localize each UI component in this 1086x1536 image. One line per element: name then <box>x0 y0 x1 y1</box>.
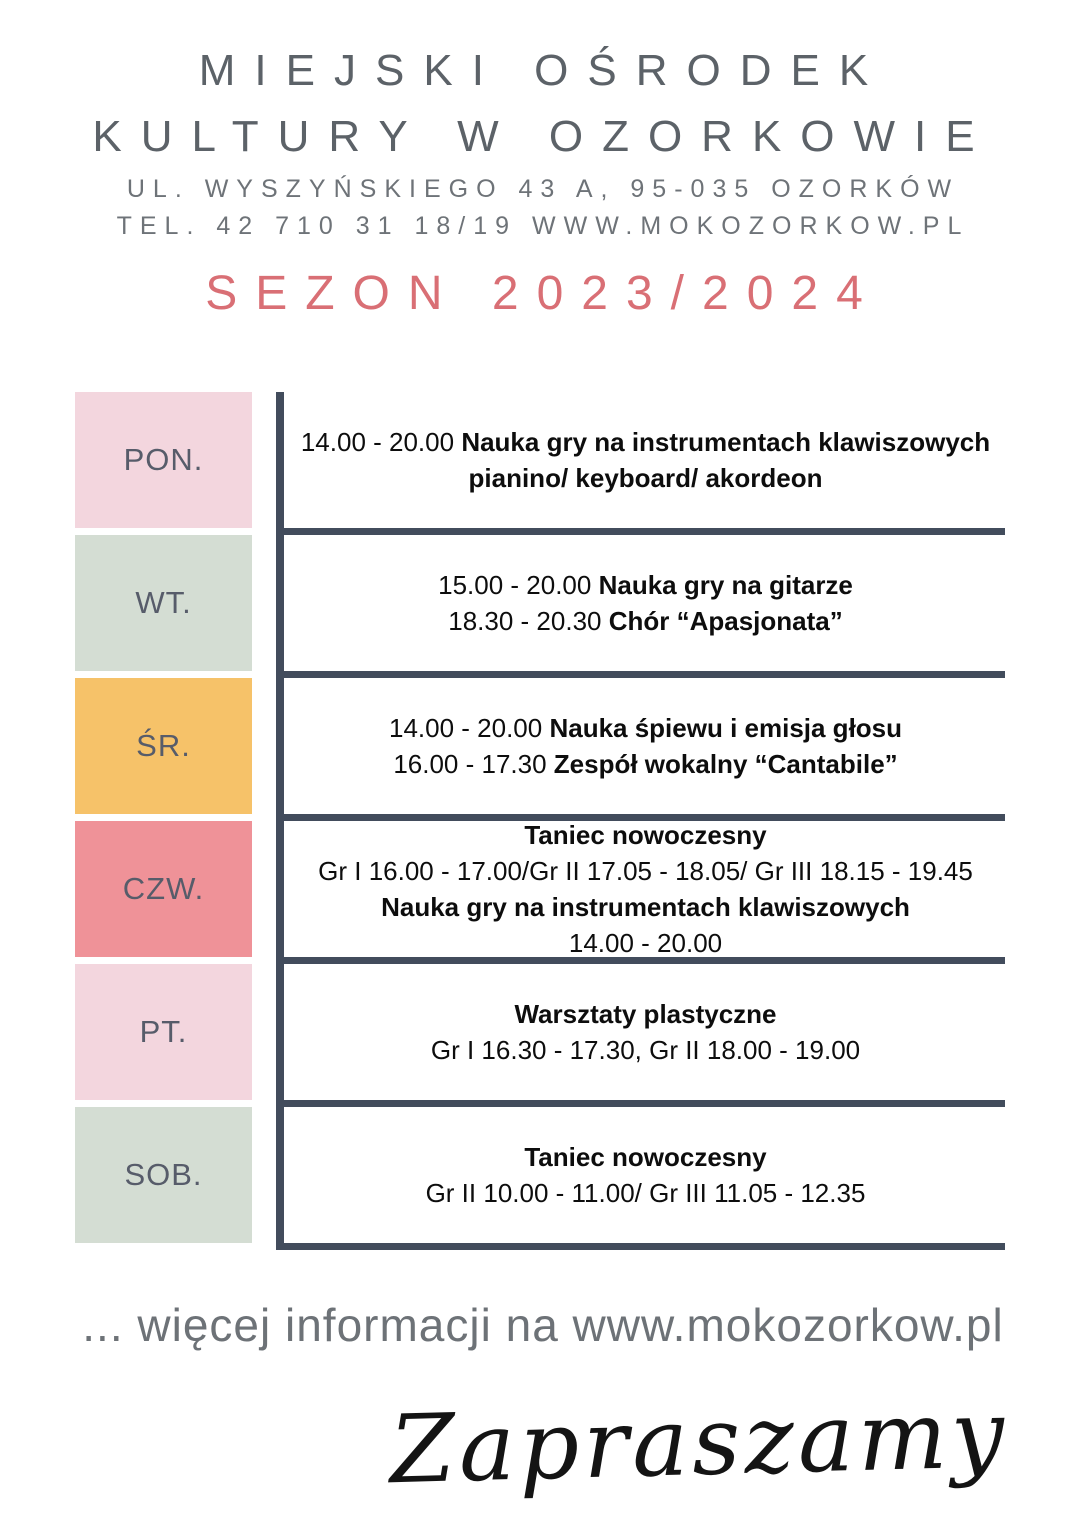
entry-line <box>381 889 910 925</box>
signature-script: Zapraszamy <box>388 1380 1010 1506</box>
day-label: ŚR. <box>136 728 191 763</box>
footer-info-text: ... więcej informacji na www.mokozorkow.pl <box>82 1299 1004 1351</box>
entry-line <box>318 853 973 889</box>
day-content-gap <box>252 1107 276 1250</box>
activity-time: 15.00 - 20.00 <box>438 570 599 600</box>
day-label: PT. <box>139 1014 188 1049</box>
activity-name: Zespół wokalny “Cantabile” <box>553 749 898 779</box>
schedule-rows <box>75 392 1005 1250</box>
org-title-line1: MIEJSKI OŚRODEK <box>198 46 888 95</box>
activity-name: Nauka gry na gitarze <box>598 570 853 600</box>
activity-time: Gr II 10.00 - 11.00/ Gr III 11.05 - 12.35 <box>425 1178 866 1208</box>
entry-line <box>426 1175 866 1211</box>
schedule-row <box>75 678 1005 821</box>
entry-line <box>469 460 823 496</box>
schedule-entry <box>276 392 1005 535</box>
activity-time: Gr I 16.00 - 17.00/Gr II 17.05 - 18.05/ Gr III 18.15 - 19.45 <box>318 856 973 886</box>
activity-name: Chór “Apasjonata” <box>608 606 843 636</box>
day-label-box <box>75 392 252 528</box>
activity-name: Nauka gry na instrumentach klawiszowych <box>461 427 991 457</box>
day-content-gap <box>252 964 276 1107</box>
org-title-line2: KULTURY W OZORKOWIE <box>92 112 994 161</box>
entry-line <box>569 925 722 961</box>
day-label-box <box>75 678 252 814</box>
entry-line <box>448 603 843 639</box>
entry-line <box>524 817 766 853</box>
entry-line <box>438 567 853 603</box>
schedule-entry <box>276 964 1005 1107</box>
activity-time: 16.00 - 17.30 <box>393 749 554 779</box>
schedule-entry <box>276 1107 1005 1250</box>
activity-time: 18.30 - 20.30 <box>448 606 609 636</box>
entry-line <box>524 1139 766 1175</box>
day-label: WT. <box>135 585 192 620</box>
season-title: SEZON 2023/2024 <box>205 267 881 320</box>
activity-name: Nauka śpiewu i emisja głosu <box>549 713 903 743</box>
schedule-entry <box>276 535 1005 678</box>
entry-line <box>514 996 776 1032</box>
day-label: CZW. <box>122 871 205 906</box>
day-content-gap <box>252 821 276 964</box>
activity-name: Warsztaty plastyczne <box>514 999 777 1029</box>
entry-line <box>389 710 902 746</box>
activity-name: pianino/ keyboard/ akordeon <box>468 463 823 493</box>
day-content-gap <box>252 678 276 821</box>
schedule-row <box>75 1107 1005 1250</box>
day-label-box <box>75 821 252 957</box>
activity-time: 14.00 - 20.00 <box>388 713 550 743</box>
schedule-row <box>75 392 1005 535</box>
schedule-row <box>75 964 1005 1107</box>
day-content-gap <box>252 535 276 678</box>
day-content-gap <box>252 392 276 535</box>
schedule-table <box>75 392 1005 1250</box>
activity-name: Nauka gry na instrumentach klawiszowych <box>381 892 910 922</box>
activity-time: 14.00 - 20.00 <box>568 928 723 958</box>
entry-line <box>301 424 990 460</box>
schedule-row <box>75 535 1005 678</box>
entry-line <box>431 1032 860 1068</box>
schedule-entry <box>276 678 1005 821</box>
table-vertical-rule <box>276 392 284 1250</box>
activity-name: Taniec nowoczesny <box>524 820 767 850</box>
day-label-box <box>75 535 252 671</box>
schedule-entry <box>276 821 1005 964</box>
org-address: UL. WYSZYŃSKIEGO 43 A, 95-035 OZORKÓW <box>126 175 960 203</box>
day-label: PON. <box>123 442 204 477</box>
entry-line <box>393 746 897 782</box>
activity-time: 14.00 - 20.00 <box>300 427 462 457</box>
day-label-box <box>75 1107 252 1243</box>
org-contact: TEL. 42 710 31 18/19 WWW.MOKOZORKOW.PL <box>116 212 970 240</box>
day-label: SOB. <box>124 1157 203 1192</box>
poster-header <box>0 0 1086 320</box>
day-label-box <box>75 964 252 1100</box>
schedule-row <box>75 821 1005 964</box>
activity-name: Taniec nowoczesny <box>524 1142 767 1172</box>
activity-time: Gr I 16.30 - 17.30, Gr II 18.00 - 19.00 <box>430 1035 861 1065</box>
